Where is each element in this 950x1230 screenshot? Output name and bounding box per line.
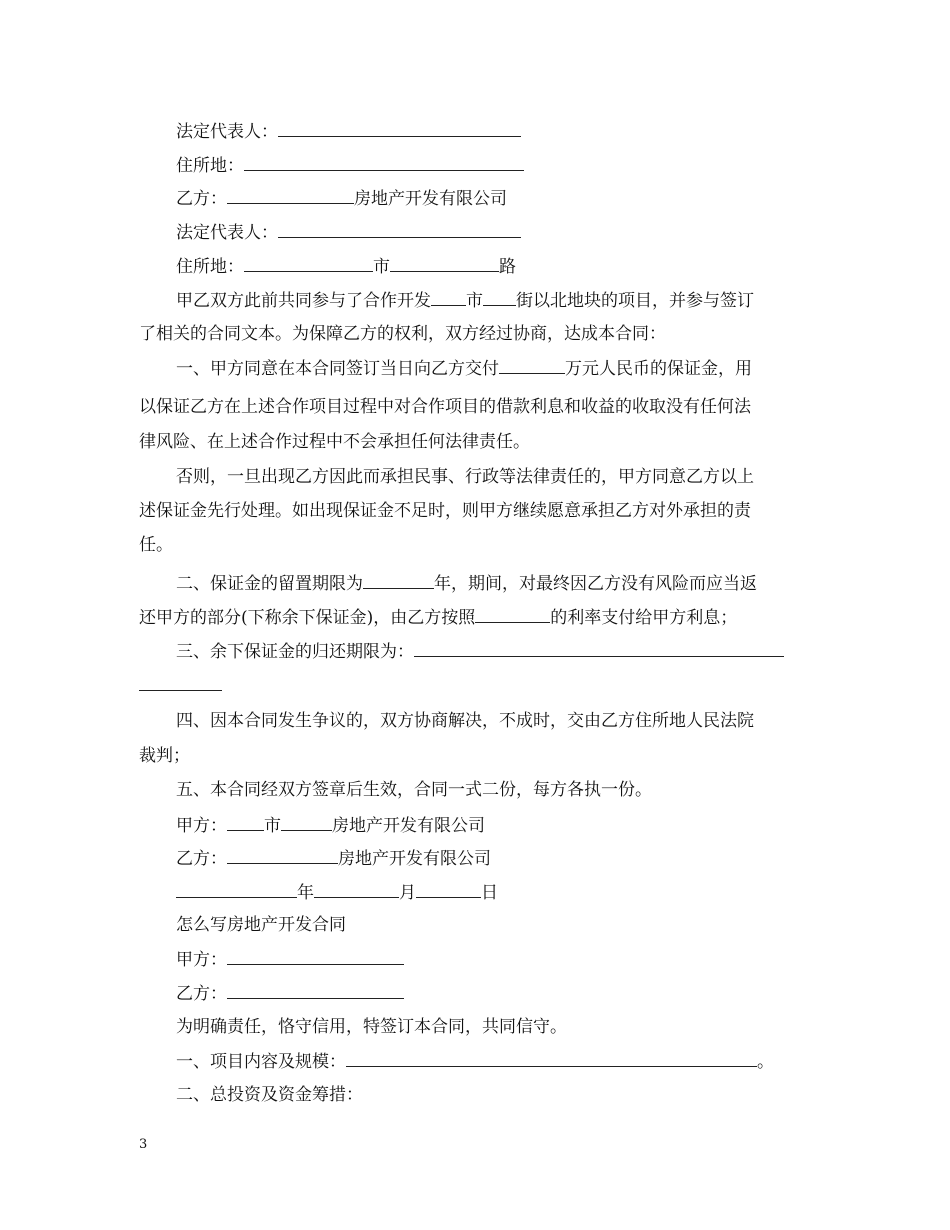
fill-blank	[227, 948, 404, 965]
text-segment: 万元人民币的保证金，用	[565, 359, 752, 379]
fill-blank	[278, 120, 521, 137]
text-segment: 甲方：	[176, 950, 227, 970]
page-number: 3	[139, 1137, 148, 1152]
paragraph-line: 律风险、在上述合作过程中不会承担任何法律责任。	[139, 432, 530, 452]
paragraph-line: 否则，一旦出现乙方因此而承担民事、行政等法律责任的，甲方同意乙方以上	[176, 467, 754, 487]
party-b-label: 乙方：	[176, 189, 227, 209]
party-a-legal-rep-line	[176, 120, 521, 143]
text-segment: 一、项目内容及规模：	[176, 1052, 346, 1072]
text-segment: 房地产开发有限公司	[332, 816, 485, 836]
fill-blank	[176, 881, 297, 898]
paragraph-line: 述保证金先行处理。如出现保证金不足时，则甲方继续愿意承担乙方对外承担的责	[139, 501, 751, 521]
road-label: 路	[499, 257, 516, 277]
fill-blank	[416, 881, 481, 898]
party-b-legal-rep-line	[176, 221, 521, 244]
fill-blank	[363, 572, 434, 589]
party-a-line-2	[176, 948, 404, 971]
text-segment: 的利率支付给甲方利息；	[550, 608, 738, 628]
paragraph-line	[139, 674, 222, 697]
fill-blank	[475, 606, 550, 623]
fill-blank	[227, 982, 404, 999]
city-label: 市	[373, 257, 390, 277]
text-segment: 年，期间，对最终因乙方没有风险而应当返	[434, 574, 757, 594]
fill-blank	[244, 255, 373, 272]
fill-blank	[483, 289, 516, 306]
paragraph-line: 二、总投资及资金筹措：	[176, 1085, 363, 1105]
paragraph-line	[176, 572, 757, 595]
text-segment: 市	[264, 816, 281, 836]
text-segment: 年	[297, 883, 314, 903]
text-segment: 市	[466, 291, 483, 311]
address-label: 住所地：	[176, 257, 244, 277]
text-segment: 日	[481, 883, 498, 903]
paragraph-line	[176, 1050, 774, 1073]
text-segment: 乙方：	[176, 984, 227, 1004]
fill-blank	[431, 289, 466, 306]
party-b-line-2	[176, 982, 404, 1005]
paragraph-line: 五、本合同经双方签章后生效，合同一式二份，每方各执一份。	[176, 780, 652, 800]
section-title: 怎么写房地产开发合同	[176, 915, 346, 935]
text-segment: 一、甲方同意在本合同签订当日向乙方交付	[176, 359, 499, 379]
text-segment: 街以北地块的项目，并参与签订	[516, 291, 754, 311]
fill-blank	[281, 814, 332, 831]
text-segment: 二、保证金的留置期限为	[176, 574, 363, 594]
paragraph-line: 裁判；	[139, 746, 190, 766]
fill-blank	[227, 814, 264, 831]
text-segment: 。	[757, 1052, 774, 1072]
text-segment: 甲方：	[176, 816, 227, 836]
text-segment: 月	[399, 883, 416, 903]
fill-blank	[390, 255, 499, 272]
address-label: 住所地：	[176, 156, 244, 176]
paragraph-line: 了相关的合同文本。为保障乙方的权利，双方经过协商，达成本合同：	[139, 324, 666, 344]
text-segment: 还甲方的部分(下称余下保证金)，由乙方按照	[139, 608, 476, 628]
party-b-line	[176, 187, 507, 210]
fill-blank	[244, 154, 524, 171]
date-line	[176, 881, 498, 904]
fill-blank	[139, 674, 222, 691]
fill-blank	[278, 221, 521, 238]
legal-rep-label: 法定代表人：	[176, 223, 278, 243]
paragraph-line	[176, 640, 784, 663]
paragraph-line	[139, 606, 737, 629]
paragraph-line: 任。	[139, 535, 173, 555]
paragraph-line: 以保证乙方在上述合作项目过程中对合作项目的借款利息和收益的收取没有任何法	[139, 397, 751, 417]
fill-blank	[346, 1050, 757, 1067]
text-segment: 房地产开发有限公司	[338, 849, 491, 869]
fill-blank	[314, 881, 399, 898]
party-b-address-line	[176, 255, 516, 278]
paragraph-line: 四、因本合同发生争议的，双方协商解决，不成时，交由乙方住所地人民法院	[176, 711, 754, 731]
text-segment: 甲乙双方此前共同参与了合作开发	[176, 291, 431, 311]
fill-blank	[414, 640, 784, 657]
signature-party-b	[176, 847, 491, 870]
text-segment: 三、余下保证金的归还期限为：	[176, 642, 414, 662]
signature-party-a	[176, 814, 485, 837]
paragraph-line	[176, 289, 754, 312]
company-suffix: 房地产开发有限公司	[354, 189, 507, 209]
fill-blank	[227, 187, 354, 204]
fill-blank	[499, 357, 565, 374]
party-a-address-line	[176, 154, 524, 177]
fill-blank	[227, 847, 338, 864]
legal-rep-label: 法定代表人：	[176, 122, 278, 142]
paragraph-line	[176, 357, 752, 380]
paragraph-line: 为明确责任，恪守信用，特签订本合同，共同信守。	[176, 1017, 567, 1037]
text-segment: 乙方：	[176, 849, 227, 869]
